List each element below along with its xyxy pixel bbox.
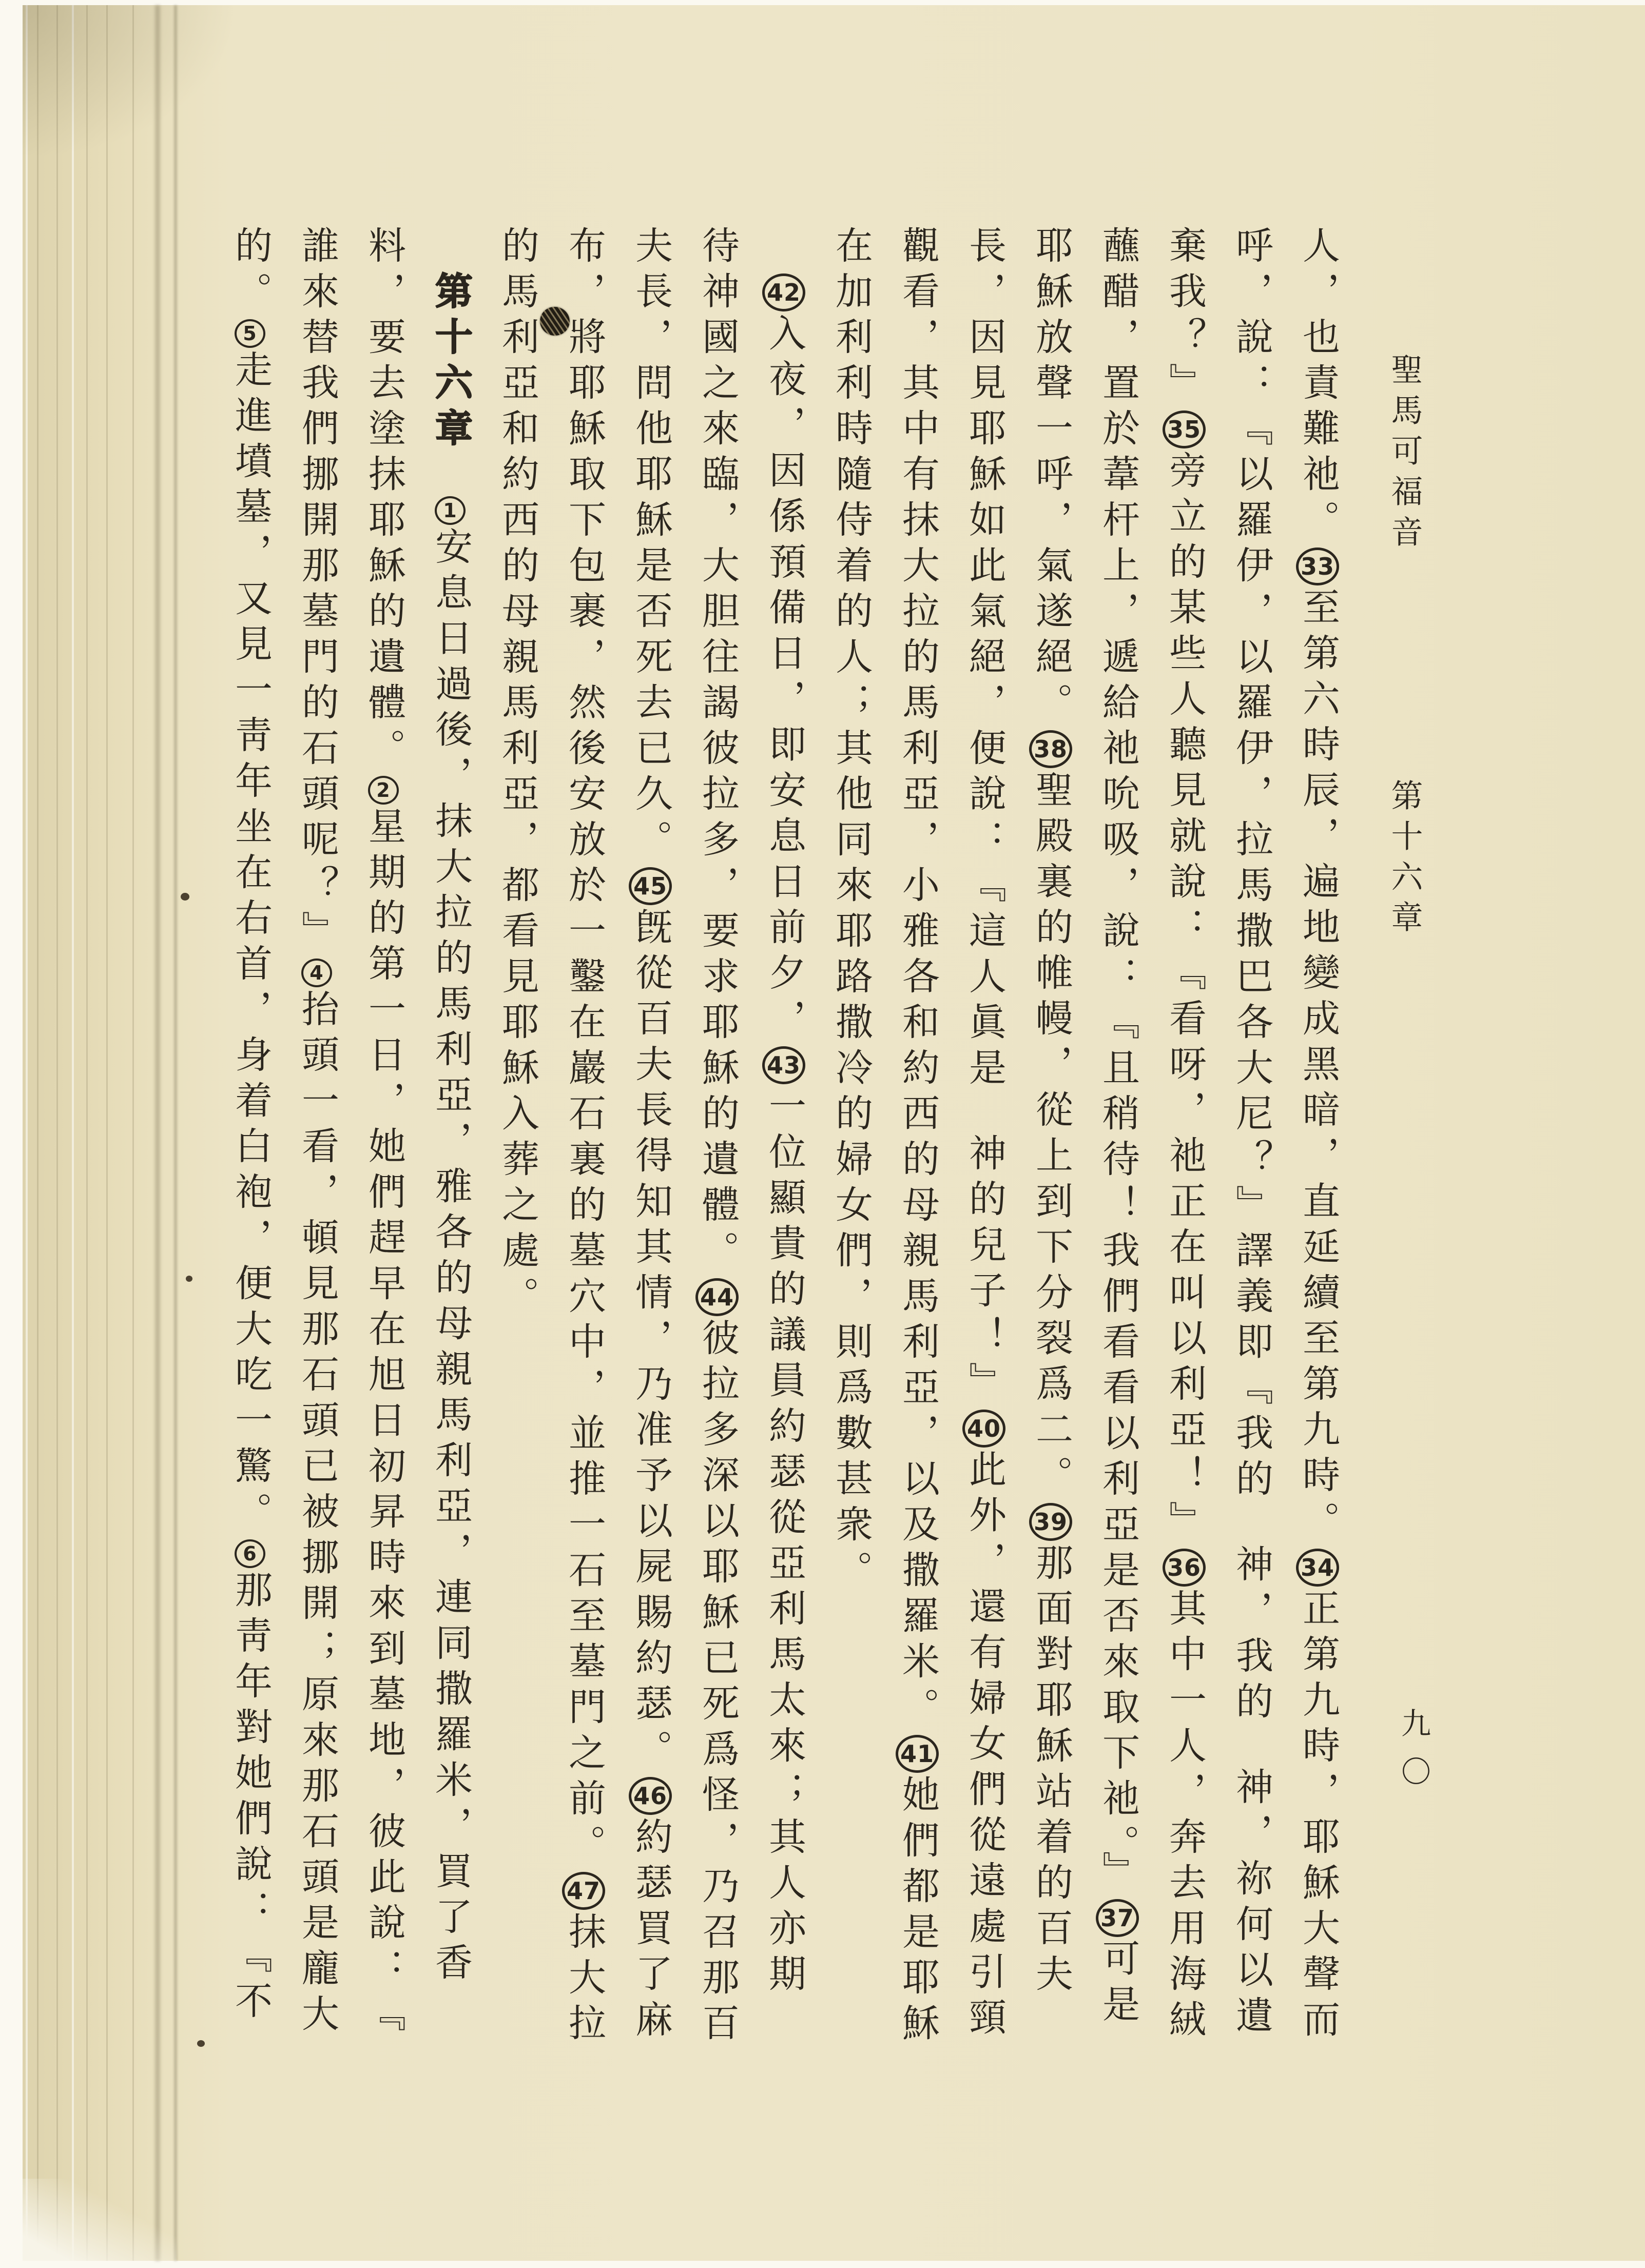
verse-number: 5 [235,319,265,348]
text-columns [228,226,1345,2052]
page-edge-line [37,5,38,2261]
text-column: 在加利利時隨侍着的人；其他同來耶路撒冷的婦女們，則爲數甚衆。 [829,226,873,1596]
page-edge-line [106,5,108,2261]
verse-number: 1 [435,496,466,525]
running-chapter-header: 第十六章 [1386,779,1423,941]
text-column: 耶穌放聲一呼，氣遂絕。38聖殿裏的帷幔，從上到下分裂爲二。39那面對耶穌站着的百夫 [1029,226,1073,2000]
verse-number: 2 [368,776,399,805]
paper-speck [181,893,189,901]
paper-speck [186,1276,192,1282]
verse-number: 44 [695,1278,739,1316]
chapter-heading: 第十六章 [429,271,472,454]
page-edge-highlight [26,5,28,2261]
verse-number: 45 [629,867,672,905]
text-column: 人，也責難祂。33至第六時辰，遍地變成黑暗，直延續至第九時。34正第九時，耶穌大聲而 [1296,226,1340,2045]
text-column: 呼，說：『以羅伊，以羅伊，拉馬撒巴各大尼？』譯義即『我的神，我的神，祢何以遺 [1229,226,1273,2041]
page-edge-line [56,5,58,2261]
verse-number: 42 [762,273,805,311]
page-edge-line [86,5,88,2261]
running-title: 聖馬可福音 [1386,353,1423,556]
verse-number: 36 [1163,1549,1206,1587]
text-column: 長，因見耶穌如此氣絕，便說：『這人眞是神的兒子！』40此外，還有婦女們從遠處引頸 [962,226,1006,2043]
text-column: 的。5走進墳墓，又見一靑年坐在右首，身着白袍，便大吃一驚。6那靑年對她們說：『不 [228,226,272,2027]
text-column: 夫長，問他耶穌是否死去已久。45旣從百夫長得知其情，乃准予以屍賜約瑟。46約瑟買了麻 [629,226,672,2045]
text-column: 誰來替我們挪開那墓門的石頭呢？』4抬頭一看，頓見那石頭已被挪開；原來那石頭是龐大 [295,226,339,2040]
binding-crease [155,5,160,2261]
reverence-space [965,1093,1003,1133]
verse-number: 40 [962,1410,1005,1448]
binding-crease [174,5,177,2261]
verse-number: 47 [562,1872,605,1910]
text-column: 第十六章1安息日過後，抹大拉的馬利亞，雅各的母親馬利亞，連同撒羅米，買了香 [429,271,472,1988]
verse-number: 39 [1029,1503,1072,1541]
text-column: 42入夜，因係預備日，即安息日前夕，43一位顯貴的議員約瑟從亞利馬太來；其人亦期 [765,226,811,2052]
verse-number: 37 [1096,1899,1139,1937]
verse-number: 6 [235,1539,265,1568]
verse-number: 33 [1296,548,1339,585]
text-column: 待神國之來臨，大胆往謁彼拉多，要求耶穌的遺體。44彼拉多深以耶穌已死爲怪，乃召那百 [695,226,739,2049]
text-column: 觀看，其中有抹大拉的馬利亞，小雅各和約西的母親馬利亞，以及撒羅米。41她們都是耶穌 [896,226,939,2049]
text-column: 的馬利亞和約西的母親馬利亞，都看見耶穌入葬之處。 [495,226,539,1322]
text-column: 棄我？』35旁立的某些人聽見就說：『看呀，祂正在叫以利亞！』36其中一人，奔去用海絨 [1163,226,1206,2045]
reverence-space [1232,1504,1270,1544]
verse-number: 35 [1163,410,1206,448]
verse-number: 4 [301,959,332,987]
paper-speck [197,2040,205,2047]
page-edge-highlight [72,5,74,2261]
text-column: 料，要去塗抹耶穌的遺體。2星期的第一日，她們趕早在旭日初昇時來到墓地，彼此說：『 [362,226,405,2040]
verse-number: 46 [629,1777,672,1815]
text-column: 蘸醋，置於葦杆上，遞給祂吮吸，說：『且稍待！我們看看以利亞是否來取下祂。』37可是 [1096,226,1139,2030]
corner-shadow [23,5,238,159]
reverence-space [432,454,469,494]
page-number: 九〇 [1396,1708,1431,1804]
verse-number: 34 [1296,1549,1339,1587]
verse-number: 38 [1029,730,1072,768]
page-corner-curl [23,2179,177,2261]
verse-number: 43 [762,1046,805,1084]
text-column: 布，將耶穌取下包裹，然後安放於一鑿在巖石裏的墓穴中，並推一石至墓門之前。47抹大拉 [562,226,606,2049]
reverence-space [1232,1727,1270,1767]
page-edge-line [132,5,134,2261]
verse-number: 41 [896,1735,939,1773]
